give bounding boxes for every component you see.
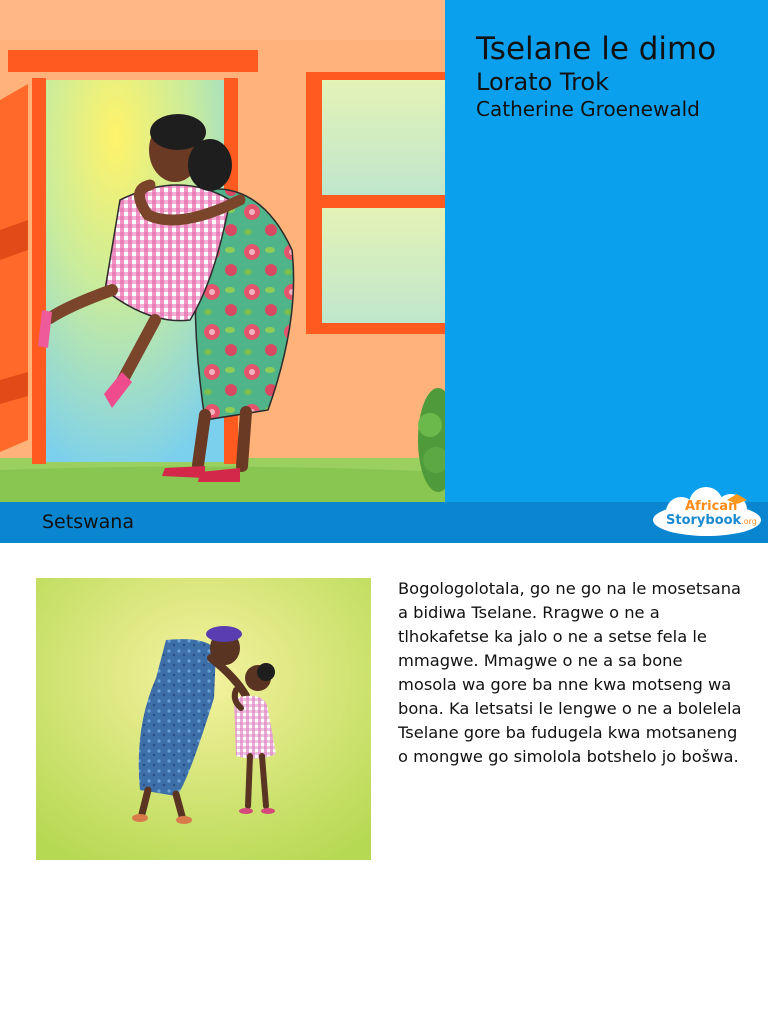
page-illustration — [36, 578, 371, 860]
book-illustrator: Catherine Groenewald — [476, 97, 700, 121]
language-label: Setswana — [42, 511, 134, 533]
story-text: Bogologolotala, go ne go na le mosetsana a bidiwa Tselane. Rragwe o ne a tlhokafetse ka jalo o ne a setse fela le mmagwe. Mmagwe o ne a sa bone mosola wa gore ba nne kwa motseng wa bona. Ka letsatsi le lengwe o ne a bolelela Tselane gore ba fudugela kwa motsaneng o mongwe go simolola botshelo jo bošwa. — [398, 579, 742, 766]
african-storybook-logo[interactable] — [651, 486, 763, 538]
logo-text-storybook — [666, 513, 757, 528]
logo-text-storybook-word: Storybook — [666, 513, 742, 528]
logo-text-org: .org — [741, 517, 757, 526]
book-author: Lorato Trok — [476, 68, 609, 96]
logo-text-african: African — [685, 499, 738, 514]
cover-illustration — [0, 0, 445, 502]
book-title: Tselane le dimo — [476, 31, 717, 67]
title-panel — [445, 0, 768, 502]
